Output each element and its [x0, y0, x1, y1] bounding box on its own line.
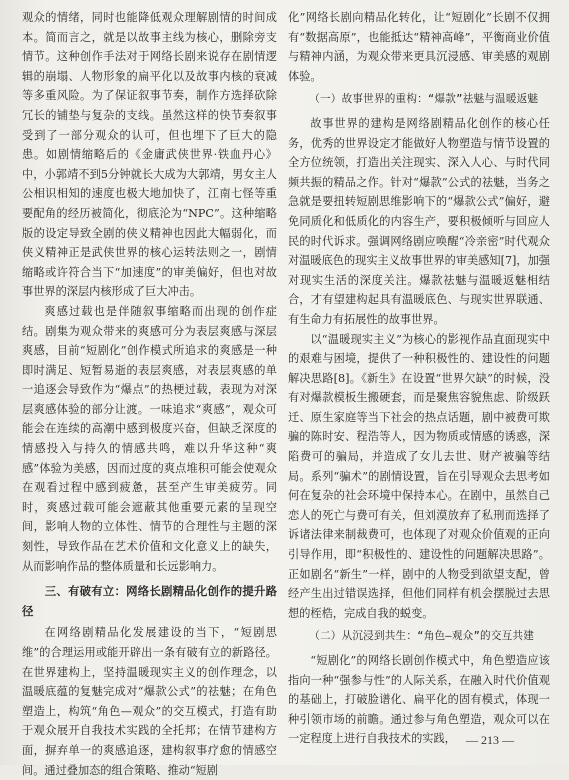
paragraph: 以“温暖现实主义”为核心的影视作品直面现实中的艰难与困境，提供了一种积极性的、建设性的问题解决思路[8]。《新生》在设置“世界欠缺”的时候，没有对爆款模板生搬硬套，而是聚焦容貌焦虑、阶级跃迁、原生家庭等当下社会的热点话题，剧中被费可欺骗的陈时安、程浩等人，因为物质或情感的诱惑，深陷费可的骗局，并造成了女儿去世、财产被骗等结局。系列“骗术”的剧情设置，旨在引导观众去思考如何在复杂的社会环境中保持本心。在剧中，虽然自己恋人的死亡与费可有关，但刘漠放弃了私刑而选择了诉诸法律来制裁费可，也体现了对观众价值观的正向引导作用，即“积极性的、建设性的问题解决思路”。正如剧名“新生”一样，剧中的人物受到欲望支配，曾经产生出过错误选择，但他们同样有机会摆脱过去思想的桎梏，完成自我的蜕变。 — [288, 332, 550, 620]
left-column — [22, 8, 277, 780]
paragraph: 化”网络长剧向精品化转化，让“短剧化”长剧不仅拥有“数据高原”，也能抵达“精神高峰”，平衡商业价值与精神内涵，为观众带来更具沉浸感、审美感的观剧体验。 — [288, 11, 550, 83]
paragraph: 爽感过载也是伴随叙事缩略而出现的创作症结。剧集为观众带来的爽感可分为表层爽感与深层爽感，目前“短剧化”创作模式所追求的爽感是一种即时满足、短暂易逝的表层爽感，对表层爽感的单一追逐会导致作为“爆点”的热梗过载，表现为对深层爽感体验的部分让渡。一味追求“爽感”，观众可能会在连续的高潮中感到极度兴奋，但缺乏深度的情感投入与持久的情感共鸣，难以升华这种“爽感”体验为美感，因而过度的爽点堆积可能会使观众在观看过程中感到疲惫，甚至产生审美疲劳。同时，爽感过载可能会遮蔽其他重要元素的呈现空间，影响人物的立体性、情节的合理性与主题的深刻性，导致作品在艺术价值和文化意义上的缺失，从而影响作品的整体质量和长远影响力。 — [22, 304, 277, 573]
section-heading: 三、有破有立：网络长剧精品化创作的提升路径 — [22, 584, 277, 618]
paragraph: 故事世界的建构是网络剧精品化创作的核心任务，优秀的世界设定才能做好人物塑造与情节设置的全方位统领，打造出关注现实、深入人心、与时代同频共振的精品之作。针对“爆款”公式的祛魅，当务之急就是要扭转短剧思维影响下的“爆款公式”偏好，避免同质化和低质化的内容生产，要积极倾听与回应人民的时代诉求。强调网络剧应唤醒“冷亲密”时代观众对温暖底色的现实主义故事世界的审美感知[7]，加强对现实生活的深度关注。爆款祛魅与温暖返魅相结合，才有望建构起具有温暖底色、与现实世界联通、有生命力有拓展性的故事世界。 — [288, 116, 550, 326]
paragraph: “短剧化”的网络长剧创作模式中，角色塑造应该指向一种“强参与性”的人际关系，在融入时代价值观的基础上，打破脸谱化、扁平化的固有模式，体现一种引领市场的前瞻。通过参与角色塑造，观众可以在一定程度上进行自我技术的实践， — [288, 654, 550, 746]
subsection-heading: （一）故事世界的重构：“爆款”祛魅与温暖返魅 — [309, 93, 539, 106]
right-column — [288, 8, 550, 749]
subsection-heading: （二）从沉浸到共生：“角色—观众”的交互共建 — [309, 630, 535, 643]
page-number: — 213 — — [466, 733, 514, 747]
paragraph: 观众的情绪，同时也能降低观众理解剧情的时间成本。简而言之，就是以故事主线为核心，删除旁支情节。这种创作手法对于网络长剧来说存在剧情逻辑的崩塌、人物形象的扁平化以及故事内核的衰减等多重风险。为了保证叙事节奏，制作方选择砍除冗长的铺垫与复杂的支线。虽然这样的快节奏叙事受到了一部分观众的认可，但也埋下了巨大的隐患。如剧情缩略后的《金庸武侠世界·铁血丹心》中，小郭靖不到5分钟就长大成为大郭靖，男女主人公相识相知的速度也极大地加快了，江南七怪等重要配角的经历被简化，彻底沦为“NPC”。这种缩略版的设定导致全剧的侠义精神也因此大幅弱化，而侠义精神正是武侠世界的核心运转法则之一，剧情缩略或许符合当下“加速度”的审美偏好，但也对故事世界的深层内核形成了巨大冲击。 — [22, 11, 277, 299]
paragraph: 在网络剧精品化发展建设的当下，“短剧思维”的合理运用或能开辟出一条有破有立的新路径。在世界建构上，坚持温暖现实主义的创作理念，以温暖底蕴的复魅完成对“爆款公式”的祛魅；在角色塑造上，构筑“角色—观众”的交互模式，打造有助于观众展开自我技术实践的全托邦；在情节建构方面，摒弃单一的爽感追逐，建构叙事疗愈的情感空间。通过叠加态的组合策略、推动“短剧 — [22, 626, 277, 777]
